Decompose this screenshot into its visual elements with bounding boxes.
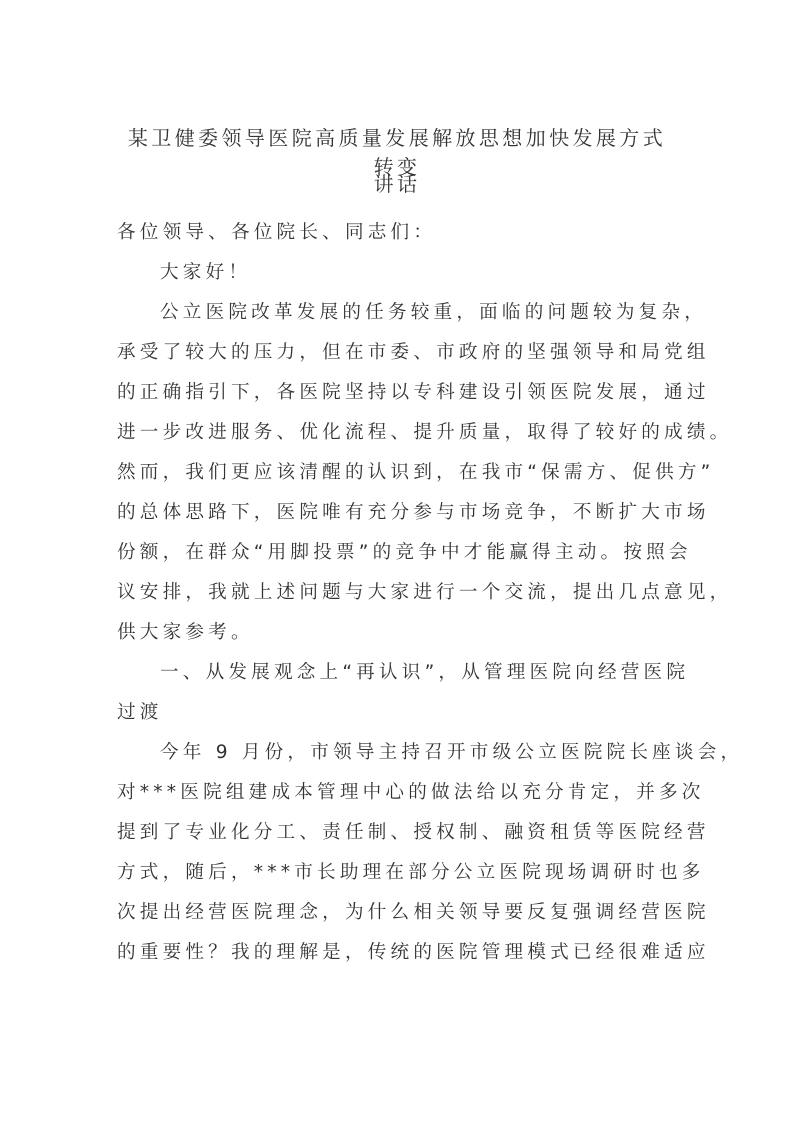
document-title-line-2: 讲话 [373,172,421,196]
paragraph-line: 次提出经营医院理念，为什么相关领导要反复强调经营医院 [117,902,710,923]
paragraph-line: 提到了专业化分工、责任制、授权制、融资租赁等医院经营 [117,822,710,843]
paragraph-line: 然而，我们更应该清醒的认识到，在我市“保需方、促供方” [117,462,715,483]
paragraph-line: 的重要性？我的理解是，传统的医院管理模式已经很难适应 [117,942,710,963]
paragraph-line: 进一步改进服务、优化流程、提升质量，取得了较好的成绩。 [117,422,733,443]
paragraph-line: 今年 9 月份，市领导主持召开市级公立医院院长座谈会， [160,742,744,763]
paragraph-line: 方式，随后，***市长助理在部分公立医院现场调研时也多 [117,862,705,883]
paragraph-line: 公立医院改革发展的任务较重，面临的问题较为复杂， [160,302,708,323]
greeting: 大家好！ [160,262,252,283]
paragraph-line: 的总体思路下，医院唯有充分参与市场竞争，不断扩大市场 [117,502,710,523]
salutation: 各位领导、各位院长、同志们： [117,222,437,243]
section-heading-continued: 过渡 [117,702,163,723]
section-heading: 一、从发展观念上“再认识”，从管理医院向经营医院 [160,662,690,683]
paragraph-line: 对***医院组建成本管理中心的做法给以充分肯定，并多次 [117,782,705,803]
paragraph-line: 议安排，我就上述问题与大家进行一个交流，提出几点意见， [117,582,733,603]
document-title-line-1: 某卫健委领导医院高质量发展解放思想加快发展方式转变 [127,126,667,179]
paragraph-line: 份额，在群众“用脚投票”的竞争中才能赢得主动。按照会 [117,542,692,563]
paragraph-line: 承受了较大的压力，但在市委、市政府的坚强领导和局党组 [117,342,710,363]
paragraph-line: 供大家参考。 [117,622,254,643]
paragraph-line: 的正确指引下，各医院坚持以专科建设引领医院发展，通过 [117,382,710,403]
